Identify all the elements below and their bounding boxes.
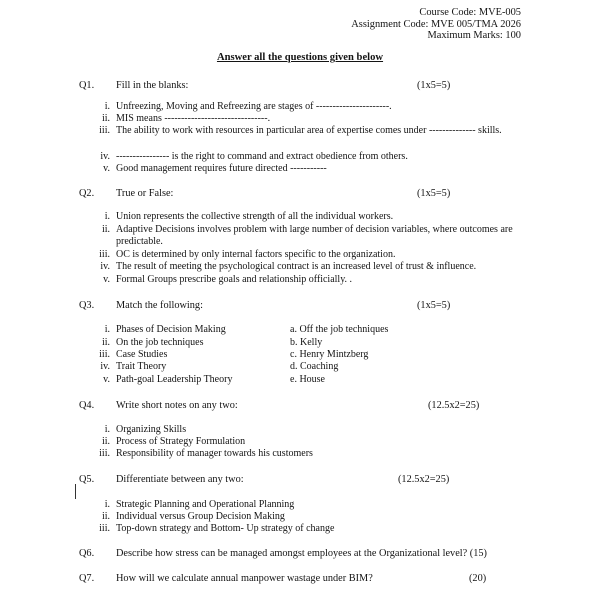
item-text: MIS means -------------------------------. <box>116 113 271 124</box>
item-number: v. <box>103 163 110 174</box>
item-text: Trait Theory <box>116 361 167 372</box>
item-text: Organizing Skills <box>116 424 187 435</box>
match-option: a. Off the job techniques <box>290 324 389 335</box>
question-number: Q3. <box>79 300 95 311</box>
match-option: c. Henry Mintzberg <box>290 349 369 360</box>
item-number: i. <box>104 499 110 510</box>
question-number: Q7. <box>79 573 95 584</box>
item-text: Individual versus Group Decision Making <box>116 511 285 522</box>
maximum-marks: Maximum Marks: 100 <box>427 30 521 41</box>
item-number: ii. <box>101 337 110 348</box>
item-number: i. <box>104 324 110 335</box>
question-number: Q1. <box>79 80 95 91</box>
question-text: Write short notes on any two: <box>116 400 238 411</box>
item-number: iii. <box>99 349 110 360</box>
question-marks: (12.5x2=25) <box>398 474 450 485</box>
item-number: i. <box>104 101 110 112</box>
item-number: iv. <box>100 361 110 372</box>
match-option: d. Coaching <box>290 361 339 372</box>
item-number: ii. <box>101 511 110 522</box>
item-text: Adaptive Decisions involves problem with large number of decision variables, where outcomes are predictable. <box>116 224 513 248</box>
item-text: Strategic Planning and Operational Planning <box>116 499 295 510</box>
course-code: Course Code: MVE-005 <box>419 7 521 18</box>
item-number: iv. <box>100 261 110 272</box>
item-text: Unfreezing, Moving and Refreezing are stages of ----------------------. <box>116 101 392 112</box>
item-number: ii. <box>101 224 110 235</box>
question-text: Differentiate between any two: <box>116 474 244 485</box>
item-number: iii. <box>99 125 110 136</box>
item-number: iii. <box>99 249 110 260</box>
item-number: i. <box>104 424 110 435</box>
item-number: iii. <box>99 448 110 459</box>
item-text: ---------------- is the right to command and extract obedience from others. <box>116 151 408 162</box>
question-marks: (1x5=5) <box>417 80 451 91</box>
item-text: Formal Groups prescribe goals and relationship officially. . <box>116 274 353 285</box>
question-text: Match the following: <box>116 300 203 311</box>
item-number: v. <box>103 374 110 385</box>
item-number: ii. <box>101 436 110 447</box>
item-text: Path-goal Leadership Theory <box>116 374 233 385</box>
question-marks: (1x5=5) <box>417 300 451 311</box>
instruction-heading: Answer all the questions given below <box>216 52 384 63</box>
text-cursor <box>75 484 76 499</box>
question-marks: (20) <box>469 573 487 584</box>
question-text: Describe how stress can be managed amongst employees at the Organizational level? (15) <box>116 548 487 559</box>
item-text: Process of Strategy Formulation <box>116 436 246 447</box>
question-number: Q6. <box>79 548 95 559</box>
question-marks: (12.5x2=25) <box>428 400 480 411</box>
question-text: True or False: <box>116 188 174 199</box>
item-text: On the job techniques <box>116 337 204 348</box>
question-number: Q4. <box>79 400 95 411</box>
item-number: iii. <box>99 523 110 534</box>
match-option: b. Kelly <box>290 337 323 348</box>
item-text: Phases of Decision Making <box>116 324 226 335</box>
assignment-code: Assignment Code: MVE 005/TMA 2026 <box>351 19 521 30</box>
item-number: iv. <box>100 151 110 162</box>
question-text: Fill in the blanks: <box>116 80 189 91</box>
item-text: Union represents the collective strength of all the individual workers. <box>116 211 394 222</box>
match-option: e. House <box>290 374 325 385</box>
item-text: Top-down strategy and Bottom- Up strategy of change <box>116 523 335 534</box>
item-text: Case Studies <box>116 349 168 360</box>
item-number: ii. <box>101 113 110 124</box>
question-number: Q5. <box>79 474 95 485</box>
item-text: The result of meeting the psychological contract is an increased level of trust & influence. <box>116 261 477 272</box>
item-text: OC is determined by only internal factors specific to the organization. <box>116 249 396 260</box>
item-number: v. <box>103 274 110 285</box>
question-text: How will we calculate annual manpower wastage under BIM? <box>116 573 373 584</box>
item-number: i. <box>104 211 110 222</box>
question-marks: (1x5=5) <box>417 188 451 199</box>
item-text: The ability to work with resources in particular area of expertise comes under -------------- skills. <box>116 125 502 136</box>
item-text: Good management requires future directed ----------- <box>116 163 327 174</box>
question-number: Q2. <box>79 188 95 199</box>
item-text: Responsibility of manager towards his customers <box>116 448 313 459</box>
